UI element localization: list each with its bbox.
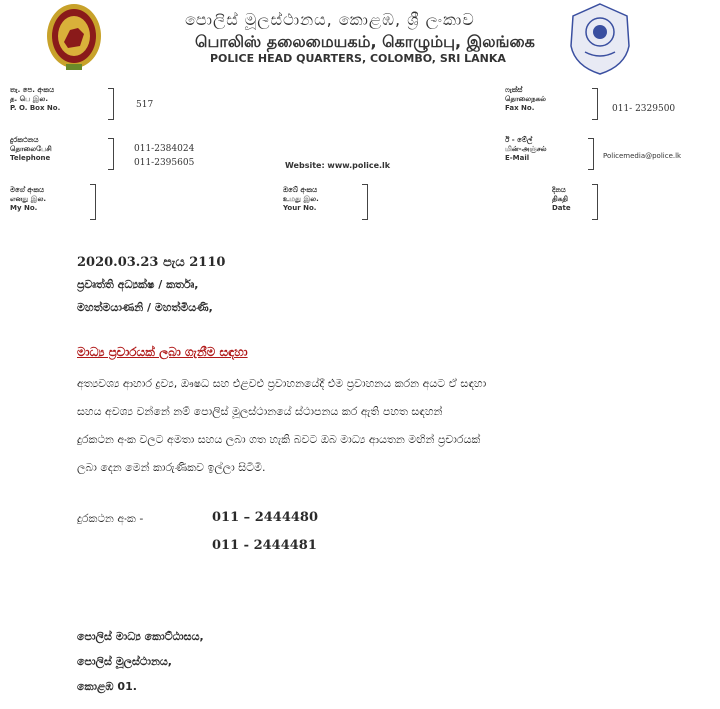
website-text: Website: www.police.lk — [285, 161, 391, 170]
header-sinhala: පොලිස් මූලස්ථානය, කොළඹ, ශ්‍රී ලංකාව — [185, 10, 475, 29]
signature-line-3: කොළඹ 01. — [77, 680, 137, 693]
telephone-label: දුරකථනය தொலைபேசி Telephone — [10, 136, 52, 162]
fax-label: ෆැක්ස් தொலைநகல் Fax No. — [505, 86, 546, 112]
police-emblem-icon — [565, 2, 635, 76]
subject-heading: මාධ්‍ය ප්‍රචාරයක් ලබා ගැනීම සඳහා — [77, 345, 248, 359]
email-label: ඊ - මේල් மின்-அஞ்சல் E-Mail — [505, 136, 547, 162]
phone-label: දුරකථන අංක - — [77, 512, 144, 525]
fax-bracket — [592, 88, 598, 120]
po-box-label: තැ. පෙ. අංකය த. பெ இல. P. O. Box No. — [10, 86, 61, 112]
header-english: POLICE HEAD QUARTERS, COLOMBO, SRI LANKA — [210, 52, 506, 65]
po-box-value: 517 — [136, 100, 154, 110]
telephone-value-1: 011-2384024 — [134, 144, 195, 154]
date-label: දිනය திகதி Date — [552, 186, 571, 212]
recipient-line-2: මහත්මයාණනි / මහත්මියණි, — [77, 301, 213, 314]
your-no-label: ඔබේ අංකය உமது இல. Your No. — [283, 186, 319, 212]
state-emblem-icon — [44, 2, 104, 74]
paragraph-line: දුරකථන අංක වලට අමතා සහය ලබා ගත හැකි බවට ඔබ මාධ්‍ය ආයතන මඟින් ප්‍රචාරයක් — [77, 433, 481, 446]
email-value: Policemedia@police.lk — [603, 152, 682, 160]
header-tamil: பொலிஸ் தலைமையகம், கொழும்பு, இலங்கை — [195, 32, 535, 51]
phone-number-2: 011 - 2444481 — [212, 538, 317, 553]
letter-paragraph — [77, 370, 677, 482]
telephone-bracket — [108, 138, 114, 170]
paragraph-line: අත්‍යවශ්‍ය ආහාර ද්‍රව්‍ය, ඖෂධ සහ එළවළු ප්‍රවාහනයේදී එම ප්‍රවාහනය කරන අයට ඒ සඳහා — [77, 377, 487, 390]
date-bracket — [592, 184, 598, 220]
your-no-bracket — [362, 184, 368, 220]
fax-value: 011- 2329500 — [612, 104, 676, 114]
reference-line: 2020.03.23 පැය 2110 — [77, 255, 226, 270]
signature-line-2: පොලිස් මූලස්ථානය, — [77, 655, 172, 668]
telephone-value-2: 011-2395605 — [134, 158, 195, 168]
signature-line-1: පොලිස් මාධ්‍ය කොට්ඨාසය, — [77, 630, 204, 643]
paragraph-line: ලබා දෙන මෙන් කාරුණිකව ඉල්ලා සිටිමි. — [77, 461, 266, 474]
po-box-bracket — [108, 88, 114, 120]
phone-number-1: 011 – 2444480 — [212, 510, 319, 525]
recipient-line-1: ප්‍රවෘත්ති අධ්‍යක්ෂ / කර්තෘ, — [77, 278, 199, 291]
paragraph-line: සහය අවශ්‍ය වන්නේ නම් පොලිස් මූලස්ථානයේ ස්ථාපනය කර ඇති පහත සඳහන් — [77, 405, 443, 418]
my-no-bracket — [90, 184, 96, 220]
my-no-label: මගේ අංකය எனது இல. My No. — [10, 186, 47, 212]
email-bracket — [588, 138, 594, 170]
